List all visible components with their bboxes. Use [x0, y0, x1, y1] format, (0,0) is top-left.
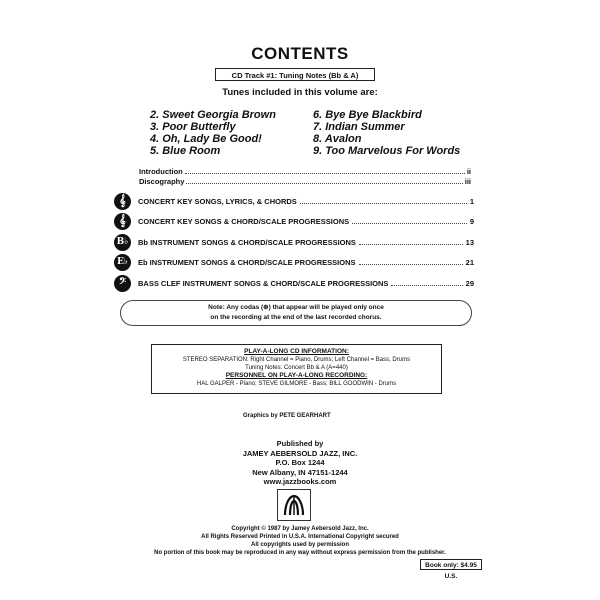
toc-page: 1 — [469, 196, 474, 206]
publisher-block — [0, 439, 600, 487]
cd-info-heading: PLAY-A-LONG CD INFORMATION: — [244, 348, 349, 355]
dot-leader — [185, 172, 465, 174]
jamey-aebersold-logo-icon — [281, 493, 307, 517]
stereo-separation: STEREO SEPARATION: Right Channel = Piano, Drums; Left Channel = Bass, Drums — [182, 357, 411, 363]
toc-section-concert-progressions — [114, 212, 474, 230]
toc-label: Eb INSTRUMENT SONGS & CHORD/SCALE PROGRESSIONS — [138, 257, 356, 267]
toc-label: Bb INSTRUMENT SONGS & CHORD/SCALE PROGRESSIONS — [138, 237, 356, 247]
coda-note-line: on the recording at the end of the last recorded chorus. — [210, 314, 382, 321]
tune-item: 2. Sweet Georgia Brown — [150, 109, 276, 121]
coda-note — [120, 303, 472, 323]
treble-clef-icon: 𝄞 — [114, 213, 131, 230]
toc-entry-discography — [139, 177, 471, 186]
tune-item: 9. Too Marvelous For Words — [313, 145, 461, 157]
dot-leader — [359, 260, 463, 265]
dot-leader — [300, 199, 467, 204]
copyright-line: No portion of this book may be reproduced in any way without express permission from the publisher. — [154, 550, 446, 556]
copyright-line: All copyrights used by permission — [250, 542, 350, 548]
publisher-city: New Albany, IN 47151-1244 — [252, 467, 348, 477]
dot-leader — [186, 182, 462, 184]
toc-section-bass-clef — [114, 274, 474, 292]
treble-clef-icon: 𝄞 — [114, 193, 131, 210]
copyright-line: Copyright © 1987 by Jamey Aebersold Jazz, Inc. — [231, 526, 369, 532]
tune-item: 8. Avalon — [313, 133, 362, 145]
tune-item: 5. Blue Room — [150, 145, 221, 157]
personnel: HAL GALPER - Piano; STEVE GILMORE - Bass; BILL GOODWIN - Drums — [196, 381, 397, 387]
copyright-line: All Rights Reserved Printed in U.S.A. International Copyright secured — [201, 534, 399, 540]
tune-item: 3. Poor Butterfly — [150, 121, 236, 133]
bass-clef-icon: 𝄢 — [114, 275, 131, 292]
dot-leader — [359, 240, 463, 245]
coda-note-line: Note: Any codas (⊕) that appear will be played only once — [208, 304, 384, 311]
toc-section-bb — [114, 233, 474, 251]
price-box: Book only: $4.95 U.S. — [420, 559, 482, 570]
graphics-credit: Graphics by PETE GEARHART — [243, 413, 331, 419]
toc-page: 29 — [465, 278, 474, 288]
toc-page: 21 — [465, 257, 474, 267]
tuning-notes: Tuning Notes: Concert Bb & A (A=440) — [245, 365, 348, 371]
toc-page: 13 — [465, 237, 474, 247]
dot-leader — [391, 281, 462, 286]
toc-page: iii — [464, 177, 471, 186]
tune-item: 7. Indian Summer — [313, 121, 405, 133]
toc-label: Introduction — [139, 167, 183, 176]
publisher-line: Published by — [276, 439, 324, 448]
toc-label: Discography — [139, 177, 185, 186]
page-title: CONTENTS — [251, 44, 349, 63]
tunes-intro: Tunes included in this volume are: — [222, 87, 378, 98]
cd-info-box — [151, 344, 442, 394]
publisher-address: P.O. Box 1244 — [275, 458, 325, 467]
toc-page: ii — [466, 167, 471, 176]
dot-leader — [352, 219, 467, 224]
toc-page: 9 — [469, 216, 474, 226]
e-flat-icon: E♭ — [114, 254, 131, 271]
publisher-logo — [277, 489, 311, 521]
b-flat-icon: B♭ — [114, 234, 131, 251]
toc-label: CONCERT KEY SONGS, LYRICS, & CHORDS — [138, 196, 297, 206]
toc-section-concert-lyrics — [114, 192, 474, 210]
toc-section-eb — [114, 253, 474, 271]
toc-label: BASS CLEF INSTRUMENT SONGS & CHORD/SCALE PROGRESSIONS — [138, 278, 389, 288]
personnel-heading: PERSONNEL ON PLAY-A-LONG RECORDING: — [225, 372, 368, 379]
publisher-name: JAMEY AEBERSOLD JAZZ, INC. — [242, 448, 358, 458]
toc-label: CONCERT KEY SONGS & CHORD/SCALE PROGRESSIONS — [138, 216, 350, 226]
cd-track-box: CD Track #1: Tuning Notes (Bb & A) — [215, 68, 375, 81]
toc-entry-introduction — [139, 167, 471, 176]
tune-item: 6. Bye Bye Blackbird — [313, 109, 422, 121]
tune-item: 4. Oh, Lady Be Good! — [150, 133, 262, 145]
publisher-website: www.jazzbooks.com — [263, 477, 337, 486]
copyright-block — [0, 525, 600, 557]
